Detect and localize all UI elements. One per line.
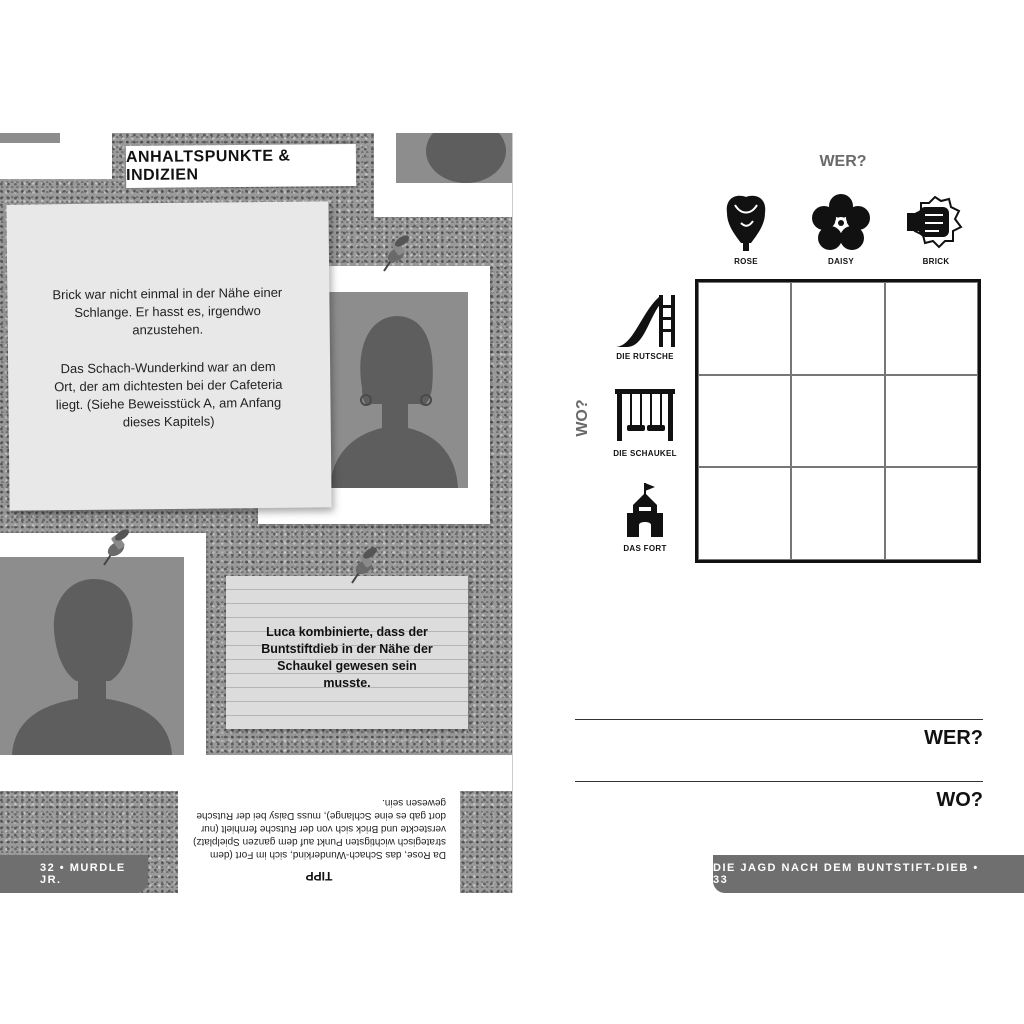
right-footer	[713, 855, 1024, 893]
pushpin-icon	[92, 527, 132, 571]
silhouette-icon	[396, 133, 512, 183]
grid-cell[interactable]	[698, 282, 791, 375]
photo-boy	[0, 557, 184, 755]
logic-grid	[695, 279, 981, 563]
swing-icon	[613, 387, 677, 443]
suspect-label-brick: BRICK	[922, 257, 950, 266]
grid-cell[interactable]	[885, 467, 978, 560]
lined-note-text: Luca kombinierte, dass der Buntstiftdieb in der Nähe der Schaukel gewesen sein musste.	[261, 625, 433, 690]
female-silhouette-icon	[316, 292, 468, 488]
flower-icon	[811, 193, 871, 251]
left-footer-text: 32 • MURDLE JR.	[40, 862, 126, 886]
top-right-photo-card	[374, 133, 512, 217]
tip-text: Da Rose, das Schach-Wunderkind, sich im Fort (dem strategisch wichtigsten Punkt auf dem ganzen Spielplatz) versteckte und Brick sich von der Rutsche fernhielt (nur dort gab es eine Schlange), muss Daisy bei der Rutsche gewesen sein.	[193, 797, 446, 860]
suspect-label-daisy: DAISY	[828, 257, 854, 266]
top-left-card	[0, 133, 112, 179]
tip-box	[178, 759, 460, 893]
suspect-label-rose: ROSE	[734, 257, 758, 266]
sticky-note	[6, 201, 331, 510]
tip-title: TIPP	[305, 869, 333, 883]
answer-line-who[interactable]	[575, 719, 983, 720]
location-label-slide: DIE RUTSCHE	[616, 352, 674, 361]
answer-line-where[interactable]	[575, 781, 983, 782]
fort-icon	[621, 481, 669, 539]
grid-cell[interactable]	[698, 375, 791, 468]
rose-icon	[721, 193, 771, 251]
grid-cell[interactable]	[885, 375, 978, 468]
location-label-swing: DIE SCHAUKEL	[613, 449, 677, 458]
answer-where-label: WO?	[936, 789, 983, 811]
grid-cell[interactable]	[791, 282, 884, 375]
where-heading: WO?	[574, 399, 591, 437]
grid-cell[interactable]	[698, 467, 791, 560]
grid-cell[interactable]	[885, 282, 978, 375]
left-page	[0, 133, 512, 893]
right-footer-text: DIE JAGD NACH DEM BUNTSTIFT-DIEB • 33	[713, 862, 979, 886]
answer-who-label: WER?	[924, 727, 983, 749]
pushpin-icon	[372, 233, 412, 277]
slide-icon	[613, 293, 677, 349]
section-header-text: ANHALTSPUNKTE & INDIZIEN	[125, 147, 291, 185]
pushpin-icon	[340, 545, 380, 589]
section-header	[126, 144, 356, 188]
grid-cell[interactable]	[791, 375, 884, 468]
note-paragraph-2: Das Schach-Wunderkind war an dem Ort, der am dichtesten bei der Cafeteria liegt. (Siehe Beweisstück A, am Anfang dieses Kapitels)	[54, 358, 283, 430]
book-spread	[0, 133, 1024, 893]
photo-girl	[316, 292, 468, 488]
male-silhouette-icon	[0, 557, 184, 755]
note-paragraph-1: Brick war nicht einmal in der Nähe einer Schlange. Er hasst es, irgendwo anzustehen.	[52, 284, 283, 338]
location-label-fort: DAS FORT	[623, 544, 667, 553]
grid-cell[interactable]	[791, 467, 884, 560]
lined-note	[226, 576, 468, 729]
right-page	[512, 133, 1024, 893]
fist-icon	[905, 193, 965, 251]
who-heading: WER?	[819, 153, 867, 170]
left-footer	[0, 855, 148, 893]
